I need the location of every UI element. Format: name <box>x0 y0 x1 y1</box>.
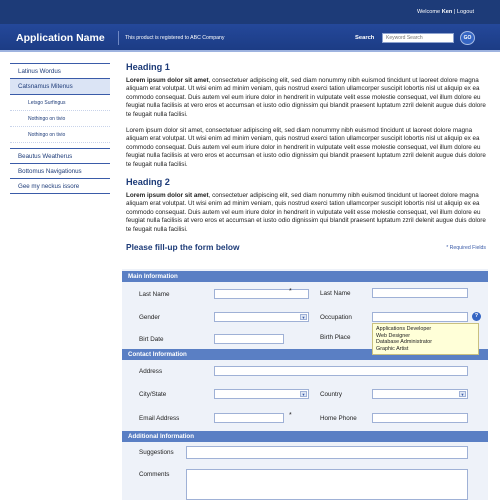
chevron-down-icon: ▼ <box>301 315 306 320</box>
address-input[interactable] <box>214 366 468 376</box>
city-state-label: City/State <box>139 391 167 398</box>
form-title: Please fill-up the form below <box>126 242 240 253</box>
chevron-down-icon: ▼ <box>460 392 465 397</box>
heading-2: Heading 2 <box>126 177 170 188</box>
required-marker: * <box>289 412 292 419</box>
sidebar-item-gee-my-neckus[interactable]: Gee my neckus issore <box>10 179 110 194</box>
paragraph-2: Lorem ipsum dolor sit amet, consectetuer adipiscing elit, sed diam nonummy nibh euismod tincidunt ut laoreet dolore magna aliquam erat volutpat. Ut wisi enim ad minim veniam, quis nostrud exerci tation ullamcorper suscipit lobortis nisl ut aliquip ex ea commodo consequat. Duis autem vel eum iriure dolor in hendrerit in vulputate velit esse molestie consequat, vel illum dolore eu feugiat nulla facilisis at vero eros et accumsan et iusto odio dignissim qui blandit praesent luptatum zzril delenit augue duis dolore te feugait nulla facilisi. <box>126 127 486 168</box>
paragraph-3-lead: Lorem ipsum dolor sit amet <box>126 192 209 200</box>
required-fields-note: * Required Fields <box>446 245 486 252</box>
occupation-option[interactable]: Web Designer <box>376 332 411 339</box>
gender-select[interactable] <box>214 312 309 322</box>
email-address-label: Email Address <box>139 415 180 422</box>
section-contact-information: Contact Information <box>122 349 488 360</box>
paragraph-1 <box>126 77 488 119</box>
chevron-down-icon: ▼ <box>301 392 306 397</box>
section-main-information: Main Information <box>122 271 488 282</box>
birt-date-input[interactable] <box>214 334 284 344</box>
welcome-prefix: Welcome <box>416 9 441 15</box>
sidebar-item-latinus-wordus[interactable]: Latinus Wordus <box>10 63 110 79</box>
last-name-input-2[interactable] <box>372 288 468 298</box>
occupation-option[interactable]: Graphic Artist <box>376 345 409 352</box>
app-name: Application Name <box>16 32 105 44</box>
welcome-text <box>417 9 474 15</box>
suggestions-label: Suggestions <box>139 449 174 456</box>
top-bar <box>0 0 500 24</box>
occupation-dropdown <box>372 323 479 355</box>
registration-note: This product is registered to ABC Company <box>118 31 224 45</box>
last-name-input[interactable] <box>214 289 309 299</box>
sidebar-item-catsnamus-mitenus[interactable]: Catsnamus Mitenus <box>10 79 110 95</box>
username: Ken <box>441 9 453 15</box>
sidebar-item-beautus-weatherus[interactable]: Beautus Weatherus <box>10 149 110 164</box>
sidebar-subitem-nothingo-1[interactable]: Nothingo on tivio <box>10 111 110 127</box>
search-label: Search <box>355 35 375 41</box>
paragraph-1-lead: Lorem ipsum dolor sit amet <box>126 77 209 84</box>
sidebar-nav <box>10 63 110 194</box>
required-marker: * <box>289 288 292 295</box>
home-phone-label: Home Phone <box>320 415 357 422</box>
occupation-option[interactable]: Database Administrator <box>376 339 433 345</box>
country-label: Country <box>320 391 343 398</box>
comments-textarea[interactable] <box>186 469 468 500</box>
birt-date-label: Birt Date <box>139 336 164 343</box>
sidebar-subitem-letsgo-surfingus[interactable]: Letsgo Surfingus <box>10 95 110 111</box>
section-additional-information: Additional Information <box>122 431 488 442</box>
paragraph-3 <box>126 192 488 234</box>
country-select[interactable] <box>372 389 468 399</box>
logout-link[interactable]: Logout <box>456 9 474 15</box>
welcome-separator: | <box>453 9 456 15</box>
occupation-option[interactable]: Applications Developer <box>376 326 432 332</box>
gender-label: Gender <box>139 314 161 321</box>
home-phone-input[interactable] <box>372 413 468 423</box>
last-name-label: Last Name <box>139 291 170 298</box>
heading-1: Heading 1 <box>126 62 170 72</box>
form-title-row <box>126 242 488 254</box>
email-address-input[interactable] <box>214 413 284 423</box>
sidebar-item-bottomus-navigationus[interactable]: Bottomus Navigationus <box>10 164 110 179</box>
paragraph-1-body: , consectetuer adipiscing elit, sed diam nonummy nibh euismod tincidunt ut laoreet dolore magna aliquam erat volutpat. Ut wisi enim ad minim veniam, quis nostrud exerci tation ullamcorper suscipit lobortis nisl ut aliquip ex ea commodo consequat. Duis autem vel eum iriure dolor in hendrerit in vulputate velit esse molestie consequat, vel illum dolore eu feugiat nulla facilisis at vero eros et accumsan et iusto odio dignissim qui blandit praesent luptatum zzril delenit augue duis dolore te feugait nulla facilisi. <box>126 77 486 118</box>
main-content <box>126 62 488 254</box>
last-name-label-2: Last Name <box>320 290 351 297</box>
app-header <box>0 24 500 52</box>
occupation-input[interactable] <box>372 312 468 322</box>
comments-label: Comments <box>139 471 170 478</box>
sidebar-subitem-nothingo-2[interactable]: Nothingo on tivio <box>10 127 110 143</box>
birth-place-label: Birth Place <box>320 334 351 341</box>
occupation-label: Occupation <box>320 314 352 321</box>
suggestions-input[interactable] <box>186 446 468 459</box>
search-input[interactable] <box>382 33 454 43</box>
city-state-select[interactable] <box>214 389 309 399</box>
go-button[interactable]: GO <box>460 31 475 45</box>
registration-form <box>122 269 488 500</box>
paragraph-3-body: , consectetuer adipiscing elit, sed diam nonummy nibh euismod tincidunt ut laoreet dolore magna aliquam erat volutpat. Ut wisi enim ad minim veniam, quis nostrud exerci tation ullamcorper suscipit lobortis nisl ut aliquip ex ea commodo consequat. Duis autem vel eum iriure dolor in hendrerit in vulputate velit esse molestie consequat, vel illum dolore eu feugiat nulla facilisis at vero eros et accumsan et iusto odio dignissim qui blandit praesent luptatum zzril delenit augue duis dolore te feugait nulla facilisi. <box>126 192 486 233</box>
help-icon[interactable]: ? <box>472 312 481 321</box>
address-label: Address <box>139 368 163 375</box>
